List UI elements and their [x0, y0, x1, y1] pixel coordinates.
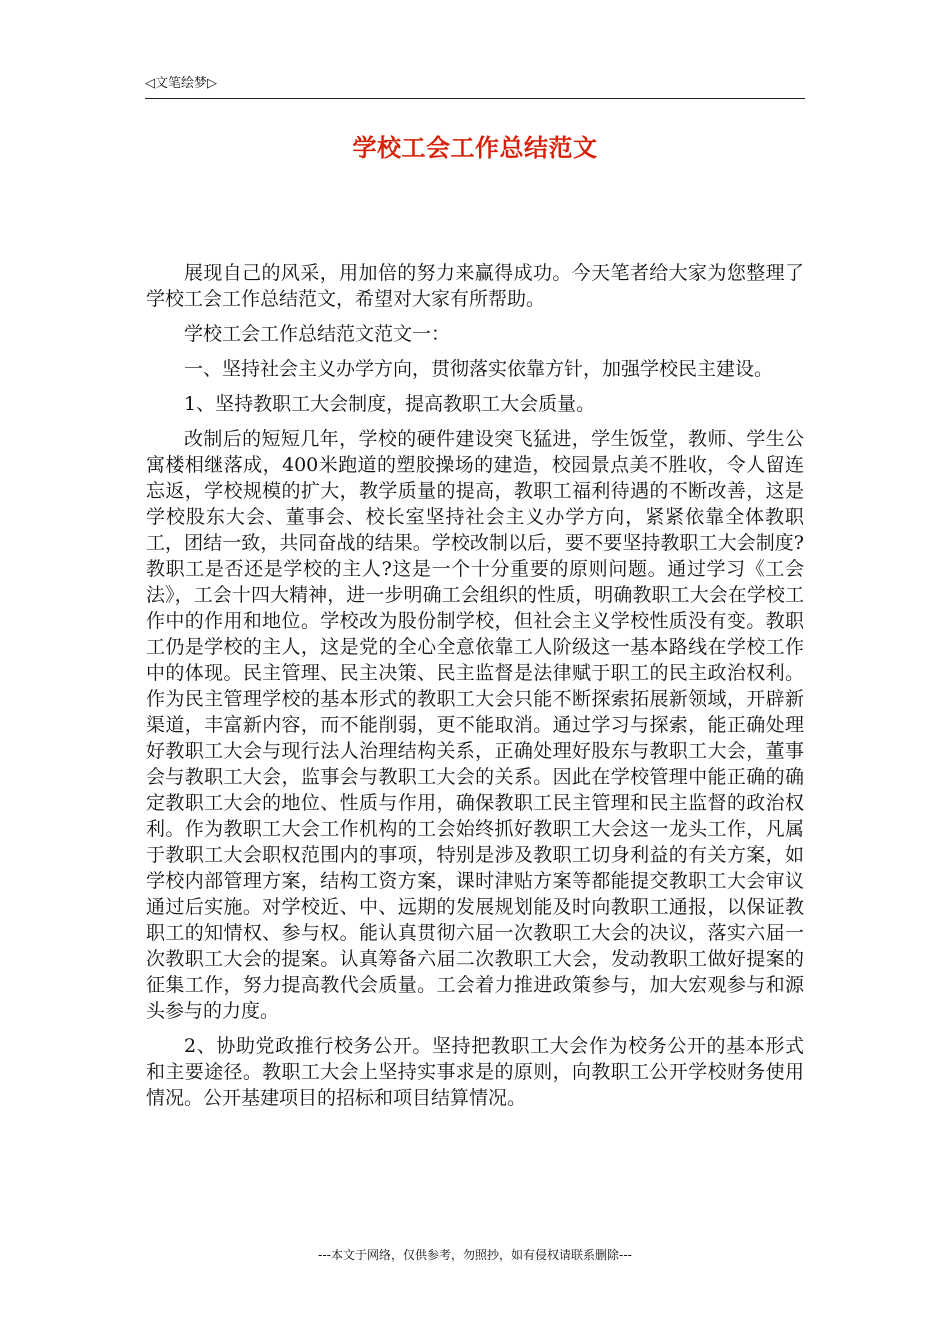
header-brand: ◁文笔绘梦▷ — [145, 76, 217, 91]
subpoint-one-heading: 1、坚持教职工大会制度，提高教职工大会质量。 — [184, 393, 596, 415]
point-one-heading: 一、坚持社会主义办学方向，贯彻落实依靠方针，加强学校民主建设。 — [184, 358, 774, 380]
intro-paragraph: 展现自己的风采，用加倍的努力来赢得成功。今天笔者给大家为您整理了学校工会工作总结范文，希望对大家有所帮助。 — [146, 262, 804, 310]
subpoint-two-paragraph: 2、协助党政推行校务公开。坚持把教职工大会作为校务公开的基本形式和主要途径。教职工大会上坚持实事求是的原则，向教职工公开学校财务使用情况。公开基建项目的招标和项目结算情况。 — [146, 1035, 804, 1109]
body-paragraph: 改制后的短短几年，学校的硬件建设突飞猛进，学生饭堂，教师、学生公寓楼相继落成，400米跑道的塑胶操场的建造，校园景点美不胜收，令人留连忘返，学校规模的扩大，教学质量的提高，教职工福利待遇的不断改善，这是学校股东大会、董事会、校长室坚持社会主义办学方向，紧紧依靠全体教职工，团结一致，共同奋战的结果。学校改制以后，要不要坚持教职工大会制度?教职工是否还是学校的主人?这是一个十分重要的原则问题。通过学习《工会法》，工会十四大精神，进一步明确工会组织的性质，明确教职工大会在学校工作中的作用和地位。学校改为股份制学校，但社会主义学校性质没有变。教职工仍是学校的主人，这是党的全心全意依靠工人阶级这一基本路线在学校工作中的体现。民主管理、民主决策、民主监督是法律赋于职工的民主政治权利。作为民主管理学校的基本形式的教职工大会只能不断探索拓展新领域，开辟新渠道，丰富新内容，而不能削弱，更不能取消。通过学习与探索，能正确处理好教职工大会与现行法人治理结构关系，正确处理好股东与教职工大会，董事会与教职工大会，监事会与教职工大会的关系。因此在学校管理中能正确的确定教职工大会的地位、性质与作用，确保教职工民主管理和民主监督的政治权利。作为教职工大会工作机构的工会始终抓好教职工大会这一龙头工作，凡属于教职工大会职权范围内的事项，特别是涉及教职工切身利益的有关方案，如学校内部管理方案，结构工资方案，课时津贴方案等都能提交教职工大会审议通过后实施。对学校近、中、远期的发展规划能及时向教职工通报，以保证教职工的知情权、参与权。能认真贯彻六届一次教职工大会的决议，落实六届一次教职工大会的提案。认真筹备六届二次教职工大会，发动教职工做好提案的征集工作，努力提高教代会质量。工会着力推进政策参与，加大宏观参与和源头参与的力度。 — [146, 428, 804, 1022]
document-body — [146, 260, 804, 1111]
document-title: 学校工会工作总结范文 — [352, 134, 598, 162]
section-heading: 学校工会工作总结范文范文一： — [184, 323, 451, 345]
page-header — [145, 76, 805, 99]
footer-notice: ---本文于网络，仅供参考，勿照抄，如有侵权请联系删除--- — [318, 1248, 632, 1262]
